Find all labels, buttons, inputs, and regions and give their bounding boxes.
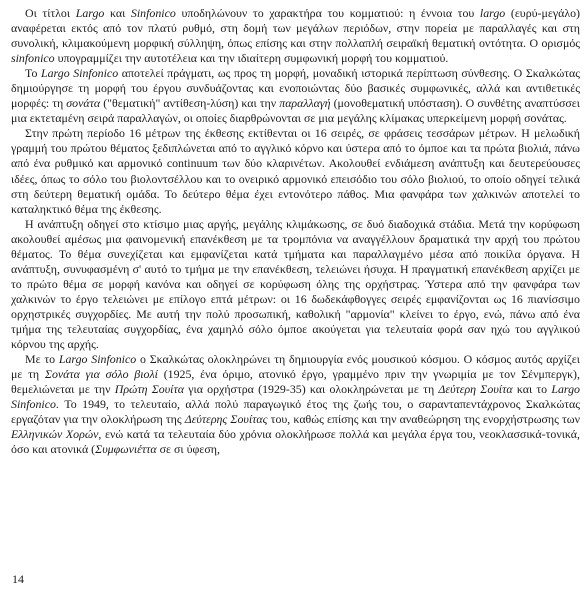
italic-run: Largo Sinfonico — [11, 382, 580, 412]
italic-run: Ελληνικών Χορών — [11, 427, 99, 442]
text-run: . Το 1949, το τελευταίο, αλλά πολύ παραγωγικό έτος της ζωής του, ο σαρανταπεντάχρονος Σκαλκώτας εργαζόταν για την ολοκλήρωση της — [11, 397, 580, 427]
italic-run: Σονάτα για σόλο βιολί — [44, 367, 158, 382]
text-run: υπογραμμίζει την αυτοτέλεια και την ιδιαίτερη συμφωνική μορφή του κομματιού. — [54, 51, 449, 66]
text-run: ("θεματική" αντίθεση-λύση) και την — [100, 96, 280, 111]
paragraph — [11, 6, 580, 66]
italic-run: Largo — [75, 6, 105, 20]
italic-run: Largo Sinfonico — [58, 352, 137, 367]
text-run: Με το — [25, 352, 59, 367]
page-number: 14 — [12, 572, 24, 586]
italic-run: Συμφωνιέττα — [95, 442, 157, 457]
text-run: υποδηλώνουν το χαρακτήρα του κομματιού: η έννοια του — [175, 6, 480, 20]
italic-run: Sinfonico — [130, 6, 176, 20]
paragraph — [11, 352, 580, 457]
italic-run: sinfonico — [11, 51, 55, 66]
text-run: (ευρύ-μεγάλο) αναφέρεται εκτός από τον πλατύ ρυθμό, στη δομή των μεγάλων περιόδων, στην πορεία με παραλλαγές και στη συνολική, κλιμακούμενη μορφική σύλληψη, όπως επίσης και στην πολλαπλή σειραϊκή θεματική οντότητα. Ο ορισμός — [11, 6, 581, 51]
paragraph — [11, 126, 580, 216]
paragraph — [11, 217, 580, 352]
text-run: σε σι ύφεση, — [156, 442, 220, 457]
text-run: Στην πρώτη περίοδο 16 μέτρων της έκθεσης εκτίθενται οι 16 σειρές, σε φράσεις τεσσάρων μέτρων. Η μελωδική γραμμή του πρώτου θέματος ξεδιπλώνεται από το αγγλικό κόρνο και ύστερα από το όμποε και τα πρώτα βιολιά, πάνω από ένα ρυθμικό και αρμονικό continuum των δύο κλαρινέτων. Ακολουθεί ενδιάμεση ανάπτυξη και δευτερεύουσες ιδέες, όπως το σόλο του βιολοντσέλλου και το ονειρικό αρμονικό επεισόδιο του σόλο βιολιού, το οποίο οδηγεί τελικά στη δεύτερη θεματική ομάδα. Το δεύτερο θέμα έχει εντονότερο πάθος. Μια φανφάρα των χαλκινών αποτελεί το καταληκτικό θέμα της έκθεσης. — [11, 126, 580, 216]
text-run: για ορχήστρα (1929-35) και ολοκληρώνεται με τη — [184, 382, 439, 397]
italic-run: Δεύτερης Σουίτας — [184, 412, 268, 427]
text-run: και το — [512, 382, 552, 397]
text-run: (1925, ένα όριμο, ατονικό έργο, γραμμένο πριν την γνωριμία με τον Σένμπεργκ), θεμελιώνεται με την — [11, 367, 580, 397]
text-run: και — [104, 6, 131, 20]
italic-run: σονάτα — [66, 96, 101, 111]
text-run: Το — [25, 66, 41, 81]
body-text — [11, 6, 580, 457]
paragraph — [11, 66, 580, 126]
text-run: Οι τίτλοι — [25, 6, 76, 20]
text-run: Η ανάπτυξη οδηγεί στο κτίσιμο μιας αργής, μεγάλης κλιμάκωσης, σε δυό διαδοχικά στάδια. Μετά την κορύφωση ακολουθεί αμέσως μια φαινομενική επανέκθεση με τα τρομπόνια να αναγγέλλουν δραματικά την αρχή του πρώτου θέματος. Το θέμα συνεχίζεται και εμφανίζεται κατά τμήματα και παραλλαγμένο μέσα από ποικίλα όργανα. Η ανάπτυξη, συνυφασμένη σ' αυτό το τμήμα με την επανέκθεση, τελειώνει ήσυχα. Η πραγματική επανέκθεση αρχίζει με το πρώτο θέμα σε μορφή κανόνα και οδηγεί σε κορύφωση όλης της ορχήστρας. Ύστερα από την φανφάρα των χαλκινών το έργο τελειώνει με επίλογο επτά μέτρων: οι 16 δωδεκάφθογγες σειρές εμφανίζονται ως 16 πιανίσσιμο ορχηστρικές συγχορδίες. Με αυτή την πολύ προσωπική, καθολική "αρμονία" κλείνει το έργο, ενώ, πάνω από ένα τμήμα της τελευταίας συγχορδίας, ένα χαμηλό σόλο όμποε ακούγεται για τελευταία φορά σαν ηχώ του αγγλικού κόρνου της αρχής. — [11, 216, 580, 352]
italic-run: παραλλαγή — [279, 96, 331, 111]
text-run: αποτελεί πράγματι, ως προς τη μορφή, μοναδική ιστορικά περίπτωση σύνθεσης. Ο Σκαλκώτας δημιούργησε τη μορφή του έργου συνδυάζοντας και ενοποιώντας δύο βασικές συμφωνικές, αλλά και αντιθετικές μορφές: τη — [11, 66, 580, 111]
text-run: (μονοθεματική υπόσταση). Ο συνθέτης αναπτύσσει μια εκτεταμένη σειρά παραλλαγών, οι οποίες διαρθρώνονται σε μια μεγάλης κλίμακας υπερκείμενη μορφή σονάτας. — [11, 96, 580, 126]
text-run: του, καθώς επίσης και την αναθεώρηση της ενορχήστρωσης των — [267, 412, 581, 427]
italic-run: largo — [479, 6, 506, 20]
text-run: , ενώ κατά τα τελευταία δύο χρόνια ολοκλήρωσε πολλά και μεγάλα έργα του, νεοκλασσικά-τονικά, όσο και ατονικά ( — [11, 427, 580, 457]
italic-run: Δεύτερη Σουίτα — [438, 382, 513, 397]
italic-run: Πρώτη Σουίτα — [114, 382, 184, 397]
italic-run: Largo Sinfonico — [41, 66, 119, 81]
text-run: ο Σκαλκώτας ολοκληρώνει τη δημιουργία ενός μουσικού κόσμου. Ο κόσμος αυτός αρχίζει με τη — [11, 352, 580, 382]
